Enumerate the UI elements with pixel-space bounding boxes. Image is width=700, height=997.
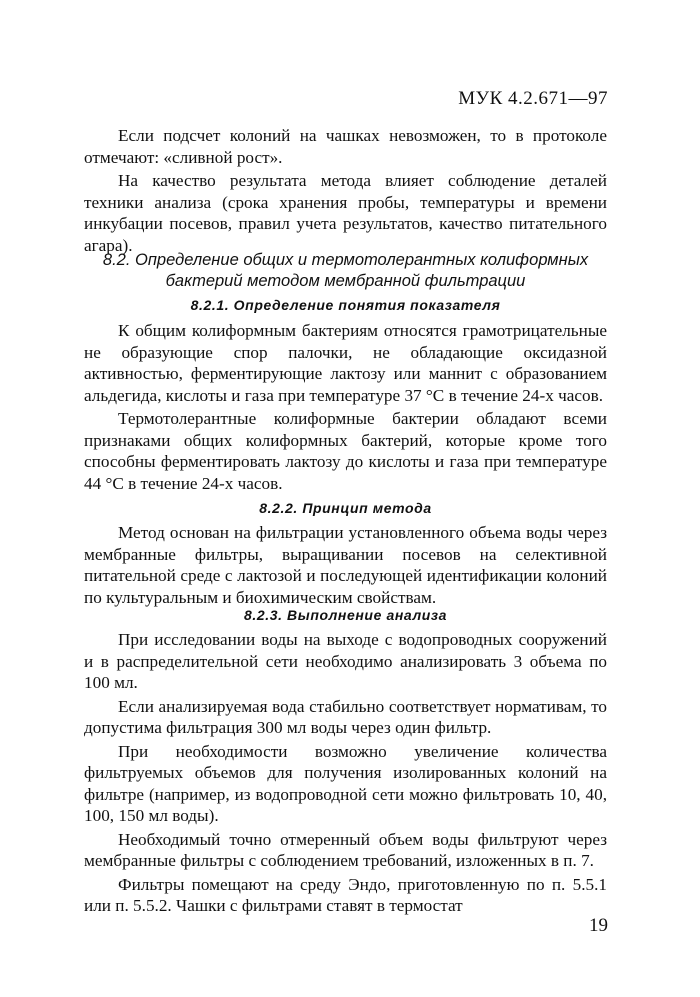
paragraph: На качество результата метода влияет соблюдение деталей техники анализа (срока хранения пробы, температуры и времени инкубации посевов, правил учета результатов, качество питательного агара). [84, 171, 607, 255]
subsection-heading-8-2-2: 8.2.2. Принцип метода [259, 500, 432, 516]
page-number: 19 [589, 915, 608, 936]
paragraph: При необходимости возможно увеличение количества фильтруемых объемов для получения изолированных колоний на фильтре (например, из водопроводной сети можно фильтровать 10, 40, 100, 150 мл воды). [84, 741, 607, 825]
paragraph: Если анализируемая вода стабильно соответствует нормативам, то допустима фильтрация 300 мл воды через один фильтр. [84, 696, 607, 737]
section-8-2-3-text [84, 629, 607, 917]
section-heading-8-2: 8.2. Определение общих и термотолерантных колиформных бактерий методом мембранной фильтрации [102, 251, 589, 290]
paragraph: Если подсчет колоний на чашках невозможен, то в протоколе отмечают: «сливной рост». [84, 126, 607, 167]
subsection-heading-8-2-1: 8.2.1. Определение понятия показателя [190, 297, 501, 313]
paragraph: Термотолерантные колиформные бактерии обладают всеми признаками общих колиформных бактерий, которые кроме того способны ферментировать лактозу до кислоты и газа при температуре 44 °С в течение 24-х часов. [84, 409, 607, 493]
paragraph: К общим колиформным бактериям относятся грамотрицательные не образующие спор палочки, не обладающие оксидазной активностью, ферментирующие лактозу или маннит с образованием альдегида, кислоты и газа при температуре 37 °С в течение 24-х часов. [84, 321, 607, 405]
paragraph: Фильтры помещают на среду Эндо, приготовленную по п. 5.5.1 или п. 5.5.2. Чашки с фильтрами ставят в термостат [84, 874, 607, 915]
paragraph: Необходимый точно отмеренный объем воды фильтруют через мембранные фильтры с соблюдением требований, изложенных в п. 7. [84, 829, 607, 870]
subsection-heading-8-2-3: 8.2.3. Выполнение анализа [243, 607, 448, 623]
paragraph: Метод основан на фильтрации установленного объема воды через мембранные фильтры, выращивании посевов на селективной питательной среде с лактозой и последующей идентификации колоний по культуральным и биохимическим свойствам. [84, 523, 607, 607]
section-8-2-2-text [84, 522, 607, 608]
section-8-2-1-text [84, 320, 607, 494]
document-code: МУК 4.2.671—97 [458, 88, 608, 109]
paragraph: При исследовании воды на выходе с водопроводных сооружений и в распределительной сети необходимо анализировать 3 объема по 100 мл. [84, 630, 607, 692]
intro-text [84, 125, 607, 256]
